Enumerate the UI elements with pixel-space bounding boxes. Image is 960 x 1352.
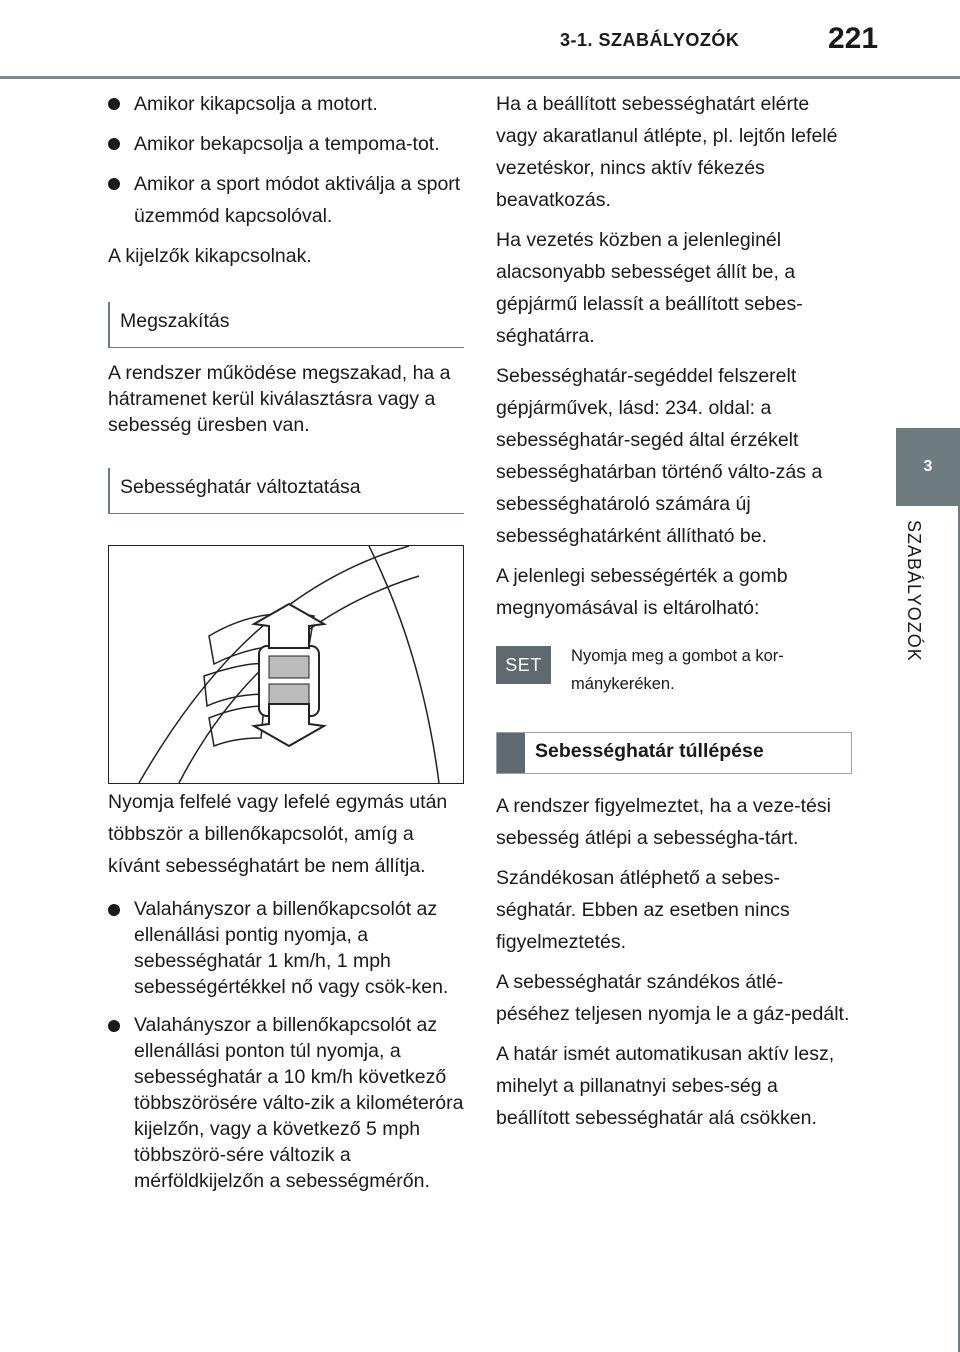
set-button-text: Nyomja meg a gombot a kor-mánykeréken.: [571, 647, 784, 693]
list-item: Amikor kikapcsolja a motort.: [108, 88, 464, 120]
heading-limit-exceeded: [496, 732, 852, 774]
section-title: 3-1. SZABÁLYOZÓK: [560, 30, 740, 50]
set-instruction: [496, 642, 852, 698]
steering-wheel-illustration: [108, 545, 464, 784]
paragraph: Ha vezetés közben a jelenleginél alacsonyabb sebességet állít be, a gépjármű lelassít a beállított sebes-séghatárra.: [496, 229, 803, 347]
heading-marker: [497, 733, 525, 773]
list-item: Valahányszor a billenőkapcsolót az ellenállási pontig nyomja, a sebességhatár 1 km/h, 1 mph sebességértékkel nő vagy csök-ken.: [108, 896, 464, 1000]
paragraph: A rendszer figyelmeztet, ha a veze-tési sebesség átlépi a sebességha-tárt.: [496, 795, 831, 849]
paragraph: A határ ismét automatikusan aktív lesz, mihelyt a pillanatnyi sebes-ség a beállított sebességhatár alá csökken.: [496, 1043, 835, 1129]
set-button[interactable]: SET: [496, 646, 551, 684]
chapter-label: SZABÁLYOZÓK: [904, 520, 924, 662]
chapter-number: 3: [923, 458, 933, 475]
paragraph: A kijelzők kikapcsolnak.: [108, 245, 312, 267]
paragraph: A rendszer működése megszakad, ha a hátramenet kerül kiválasztásra vagy a sebesség üresben van.: [108, 362, 451, 436]
paragraph: Szándékosan átléphető a sebes-séghatár. Ebben az esetben nincs figyelmeztetés.: [496, 867, 790, 953]
paragraph: Ha a beállított sebességhatárt elérte vagy akaratlanul átlépte, pl. lejtőn lefelé vezetéskor, nincs aktív fékezés beavatkozás.: [496, 93, 838, 211]
steering-wheel-drawing: [109, 546, 463, 783]
chapter-tab[interactable]: [896, 428, 960, 506]
subheading-interrupt: Megszakítás: [108, 302, 464, 348]
list-item: Amikor a sport módot aktiválja a sport üzemmód kapcsolóval.: [108, 168, 464, 232]
list-item: Valahányszor a billenőkapcsolót az ellenállási ponton túl nyomja, a sebességhatár a 10 km/h következő többszörösére válto-zik a kilométeróra kijelzőn, vagy a következő 5 mph többszörö-sére változik a mérföldkijelzőn a sebességmérőn.: [108, 1012, 464, 1194]
list-item: Amikor bekapcsolja a tempoma-tot.: [108, 128, 456, 160]
page-number: 221: [828, 22, 879, 55]
paragraph: A sebességhatár szándékos átlé-péséhez teljesen nyomja le a gáz-pedált.: [496, 971, 850, 1025]
subheading-change-limit: Sebességhatár változtatása: [108, 468, 464, 514]
left-column-lower: [108, 786, 464, 1194]
header-rule: [0, 76, 960, 79]
left-column: [108, 86, 464, 514]
right-column: [496, 86, 852, 1134]
paragraph: Nyomja felfelé vagy lefelé egymás után többször a billenőkapcsolót, amíg a kívánt sebességhatárt be nem állítja.: [108, 791, 448, 877]
paragraph: Sebességhatár-segéddel felszerelt gépjárművek, lásd: 234. oldal: a sebességhatár-segéd által érzékelt sebességhatárban történő válto-zás a sebességhatároló számára új sebességhatárként állítható be.: [496, 365, 823, 547]
paragraph: A jelenlegi sebességérték a gomb megnyomásával is eltárolható:: [496, 565, 788, 619]
heading-text: Sebességhatár túllépése: [535, 740, 764, 762]
